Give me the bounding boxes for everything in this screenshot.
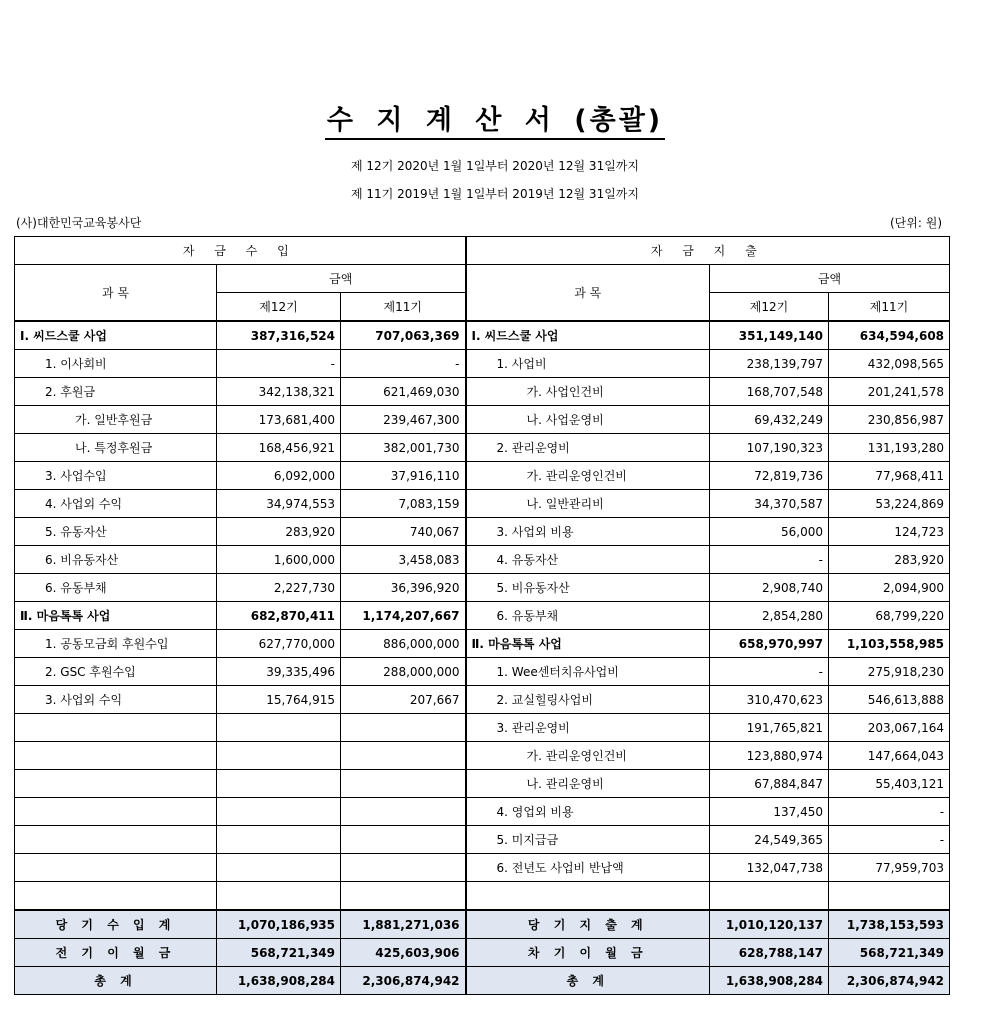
expense-item-label: 가. 관리운영인건비 bbox=[466, 462, 710, 490]
period-previous: 제 11기 2019년 1월 1일부터 2019년 12월 31일까지 bbox=[351, 187, 639, 201]
expense-item-current: 107,190,323 bbox=[710, 434, 829, 462]
income-item-label: 1. 공동모금회 후원수입 bbox=[15, 630, 217, 658]
expense-item-previous bbox=[829, 882, 950, 911]
expense-item-label: 5. 미지급금 bbox=[466, 826, 710, 854]
income-subject-header: 과 목 bbox=[15, 265, 217, 322]
expense-section-header: 자 금 지 출 bbox=[466, 237, 950, 265]
table-row bbox=[15, 826, 950, 854]
expense-summary-label: 차 기 이 월 금 bbox=[466, 939, 710, 967]
expense-item-current: 72,819,736 bbox=[710, 462, 829, 490]
income-item-label: 6. 비유동자산 bbox=[15, 546, 217, 574]
expense-item-current: 34,370,587 bbox=[710, 490, 829, 518]
income-item-label: 4. 사업외 수익 bbox=[15, 490, 217, 518]
income-item-previous: 382,001,730 bbox=[341, 434, 466, 462]
income-item-current bbox=[217, 770, 341, 798]
expense-summary-previous: 2,306,874,942 bbox=[829, 967, 950, 995]
table-row bbox=[15, 406, 950, 434]
title-text: 수 지 계 산 서 (총괄) bbox=[325, 105, 665, 140]
expense-item-current: 67,884,847 bbox=[710, 770, 829, 798]
expense-item-current: 168,707,548 bbox=[710, 378, 829, 406]
expense-item-current: 24,549,365 bbox=[710, 826, 829, 854]
expense-summary-previous: 1,738,153,593 bbox=[829, 910, 950, 939]
income-item-previous: 36,396,920 bbox=[341, 574, 466, 602]
income-item-current bbox=[217, 854, 341, 882]
income-summary-label: 총 계 bbox=[15, 967, 217, 995]
expense-item-current: 658,970,997 bbox=[710, 630, 829, 658]
expense-item-label: 4. 유동자산 bbox=[466, 546, 710, 574]
income-summary-current: 1,638,908,284 bbox=[217, 967, 341, 995]
expense-item-previous: - bbox=[829, 826, 950, 854]
table-row bbox=[15, 658, 950, 686]
income-item-label: Ⅱ. 마음톡톡 사업 bbox=[15, 602, 217, 630]
income-item-current: 15,764,915 bbox=[217, 686, 341, 714]
table-row bbox=[15, 742, 950, 770]
expense-item-previous: 2,094,900 bbox=[829, 574, 950, 602]
expense-summary-previous: 568,721,349 bbox=[829, 939, 950, 967]
income-item-previous: 740,067 bbox=[341, 518, 466, 546]
table-row bbox=[15, 798, 950, 826]
income-item-previous: 3,458,083 bbox=[341, 546, 466, 574]
income-item-current: 173,681,400 bbox=[217, 406, 341, 434]
income-item-current: 39,335,496 bbox=[217, 658, 341, 686]
expense-item-label: Ⅰ. 씨드스쿨 사업 bbox=[466, 321, 710, 350]
expense-item-label: 가. 관리운영인건비 bbox=[466, 742, 710, 770]
income-item-label: 1. 이사회비 bbox=[15, 350, 217, 378]
expense-item-label: 나. 사업운영비 bbox=[466, 406, 710, 434]
income-summary-current: 568,721,349 bbox=[217, 939, 341, 967]
expense-item-label: 6. 전년도 사업비 반납액 bbox=[466, 854, 710, 882]
expense-item-label: 2. 교실힐링사업비 bbox=[466, 686, 710, 714]
income-section-header: 자 금 수 입 bbox=[15, 237, 466, 265]
expense-item-previous: 124,723 bbox=[829, 518, 950, 546]
expense-item-current: - bbox=[710, 546, 829, 574]
income-item-previous bbox=[341, 770, 466, 798]
income-item-current bbox=[217, 798, 341, 826]
income-expense-table bbox=[14, 236, 950, 995]
expense-amount-header: 금액 bbox=[710, 265, 950, 293]
income-item-label bbox=[15, 714, 217, 742]
income-item-current: 387,316,524 bbox=[217, 321, 341, 350]
income-item-label: 나. 특정후원금 bbox=[15, 434, 217, 462]
expense-item-current: 69,432,249 bbox=[710, 406, 829, 434]
income-previous-period-header: 제11기 bbox=[341, 293, 466, 322]
expense-item-current bbox=[710, 882, 829, 911]
table-row bbox=[15, 518, 950, 546]
income-summary-current: 1,070,186,935 bbox=[217, 910, 341, 939]
income-summary-label: 당 기 수 입 계 bbox=[15, 910, 217, 939]
table-row bbox=[15, 854, 950, 882]
expense-item-current: 56,000 bbox=[710, 518, 829, 546]
income-amount-header: 금액 bbox=[217, 265, 466, 293]
expense-item-previous: 432,098,565 bbox=[829, 350, 950, 378]
expense-item-current: 2,908,740 bbox=[710, 574, 829, 602]
income-summary-previous: 2,306,874,942 bbox=[341, 967, 466, 995]
income-item-label bbox=[15, 854, 217, 882]
expense-item-label: 가. 사업인건비 bbox=[466, 378, 710, 406]
expense-item-previous: 77,959,703 bbox=[829, 854, 950, 882]
expense-item-previous: 283,920 bbox=[829, 546, 950, 574]
income-item-current: 627,770,000 bbox=[217, 630, 341, 658]
expense-item-label bbox=[466, 882, 710, 911]
expense-item-current: 2,854,280 bbox=[710, 602, 829, 630]
page-title bbox=[0, 98, 990, 137]
income-item-label: 2. GSC 후원수입 bbox=[15, 658, 217, 686]
income-item-previous bbox=[341, 742, 466, 770]
income-item-label: Ⅰ. 씨드스쿨 사업 bbox=[15, 321, 217, 350]
summary-row bbox=[15, 939, 950, 967]
income-summary-label: 전 기 이 월 금 bbox=[15, 939, 217, 967]
income-item-current: 342,138,321 bbox=[217, 378, 341, 406]
expense-item-label: 1. 사업비 bbox=[466, 350, 710, 378]
income-summary-previous: 425,603,906 bbox=[341, 939, 466, 967]
table-row bbox=[15, 882, 950, 911]
table-row bbox=[15, 714, 950, 742]
period-current: 제 12기 2020년 1월 1일부터 2020년 12월 31일까지 bbox=[351, 159, 639, 173]
income-item-label: 2. 후원금 bbox=[15, 378, 217, 406]
income-item-current: 283,920 bbox=[217, 518, 341, 546]
income-item-label: 3. 사업외 수익 bbox=[15, 686, 217, 714]
summary-row bbox=[15, 967, 950, 995]
organization-name: (사)대한민국교육봉사단 bbox=[16, 216, 142, 230]
expense-item-label: 6. 유동부채 bbox=[466, 602, 710, 630]
expense-item-previous: 230,856,987 bbox=[829, 406, 950, 434]
table-row bbox=[15, 350, 950, 378]
income-item-label bbox=[15, 826, 217, 854]
expense-item-previous: 203,067,164 bbox=[829, 714, 950, 742]
table-row bbox=[15, 462, 950, 490]
table-row bbox=[15, 490, 950, 518]
expense-item-previous: 55,403,121 bbox=[829, 770, 950, 798]
expense-item-previous: 546,613,888 bbox=[829, 686, 950, 714]
income-item-previous bbox=[341, 854, 466, 882]
income-item-previous: 207,667 bbox=[341, 686, 466, 714]
income-item-label: 5. 유동자산 bbox=[15, 518, 217, 546]
expense-summary-label: 당 기 지 출 계 bbox=[466, 910, 710, 939]
table-row bbox=[15, 321, 950, 350]
income-item-label bbox=[15, 798, 217, 826]
table-row bbox=[15, 630, 950, 658]
expense-item-previous: 131,193,280 bbox=[829, 434, 950, 462]
income-item-current bbox=[217, 826, 341, 854]
income-item-previous bbox=[341, 714, 466, 742]
expense-summary-current: 628,788,147 bbox=[710, 939, 829, 967]
table-row bbox=[15, 378, 950, 406]
income-item-label: 3. 사업수입 bbox=[15, 462, 217, 490]
expense-summary-current: 1,638,908,284 bbox=[710, 967, 829, 995]
expense-item-label: Ⅱ. 마음톡톡 사업 bbox=[466, 630, 710, 658]
income-item-current: 6,092,000 bbox=[217, 462, 341, 490]
expense-item-current: 132,047,738 bbox=[710, 854, 829, 882]
income-item-previous bbox=[341, 826, 466, 854]
income-item-previous: - bbox=[341, 350, 466, 378]
income-item-previous: 239,467,300 bbox=[341, 406, 466, 434]
income-item-previous bbox=[341, 798, 466, 826]
expense-item-label: 1. Wee센터치유사업비 bbox=[466, 658, 710, 686]
income-summary-previous: 1,881,271,036 bbox=[341, 910, 466, 939]
expense-item-current: 351,149,140 bbox=[710, 321, 829, 350]
expense-item-label: 4. 영업외 비용 bbox=[466, 798, 710, 826]
expense-item-current: 191,765,821 bbox=[710, 714, 829, 742]
expense-item-label: 나. 일반관리비 bbox=[466, 490, 710, 518]
expense-summary-label: 총 계 bbox=[466, 967, 710, 995]
summary-row bbox=[15, 910, 950, 939]
income-item-current bbox=[217, 714, 341, 742]
income-item-current: - bbox=[217, 350, 341, 378]
expense-item-previous: 77,968,411 bbox=[829, 462, 950, 490]
expense-subject-header: 과 목 bbox=[466, 265, 710, 322]
income-item-current: 1,600,000 bbox=[217, 546, 341, 574]
expense-item-current: 123,880,974 bbox=[710, 742, 829, 770]
income-item-label bbox=[15, 742, 217, 770]
expense-item-current: 310,470,623 bbox=[710, 686, 829, 714]
income-item-current bbox=[217, 882, 341, 911]
expense-item-current: 238,139,797 bbox=[710, 350, 829, 378]
expense-item-label: 5. 비유동자산 bbox=[466, 574, 710, 602]
expense-item-previous: 634,594,608 bbox=[829, 321, 950, 350]
income-item-previous: 707,063,369 bbox=[341, 321, 466, 350]
expense-item-previous: 53,224,869 bbox=[829, 490, 950, 518]
income-item-previous: 886,000,000 bbox=[341, 630, 466, 658]
expense-item-previous: 275,918,230 bbox=[829, 658, 950, 686]
income-item-previous: 288,000,000 bbox=[341, 658, 466, 686]
expense-previous-period-header: 제11기 bbox=[829, 293, 950, 322]
income-item-label: 6. 유동부채 bbox=[15, 574, 217, 602]
table-row bbox=[15, 770, 950, 798]
income-item-label: 가. 일반후원금 bbox=[15, 406, 217, 434]
income-current-period-header: 제12기 bbox=[217, 293, 341, 322]
income-item-current: 34,974,553 bbox=[217, 490, 341, 518]
expense-item-previous: - bbox=[829, 798, 950, 826]
expense-current-period-header: 제12기 bbox=[710, 293, 829, 322]
income-item-previous: 37,916,110 bbox=[341, 462, 466, 490]
income-item-current: 168,456,921 bbox=[217, 434, 341, 462]
income-item-previous: 1,174,207,667 bbox=[341, 602, 466, 630]
table-row bbox=[15, 686, 950, 714]
table-row bbox=[15, 434, 950, 462]
income-item-current: 682,870,411 bbox=[217, 602, 341, 630]
expense-item-label: 2. 관리운영비 bbox=[466, 434, 710, 462]
income-item-previous bbox=[341, 882, 466, 911]
income-item-current bbox=[217, 742, 341, 770]
expense-summary-current: 1,010,120,137 bbox=[710, 910, 829, 939]
expense-item-current: - bbox=[710, 658, 829, 686]
income-item-current: 2,227,730 bbox=[217, 574, 341, 602]
table-row bbox=[15, 546, 950, 574]
unit-label: (단위: 원) bbox=[890, 216, 942, 230]
table-row bbox=[15, 574, 950, 602]
expense-item-previous: 147,664,043 bbox=[829, 742, 950, 770]
income-item-previous: 621,469,030 bbox=[341, 378, 466, 406]
expense-item-current: 137,450 bbox=[710, 798, 829, 826]
expense-item-previous: 1,103,558,985 bbox=[829, 630, 950, 658]
expense-item-previous: 201,241,578 bbox=[829, 378, 950, 406]
expense-item-label: 나. 관리운영비 bbox=[466, 770, 710, 798]
expense-item-label: 3. 관리운영비 bbox=[466, 714, 710, 742]
table-row bbox=[15, 602, 950, 630]
expense-item-previous: 68,799,220 bbox=[829, 602, 950, 630]
income-item-label bbox=[15, 770, 217, 798]
income-item-previous: 7,083,159 bbox=[341, 490, 466, 518]
income-item-label bbox=[15, 882, 217, 911]
expense-item-label: 3. 사업외 비용 bbox=[466, 518, 710, 546]
